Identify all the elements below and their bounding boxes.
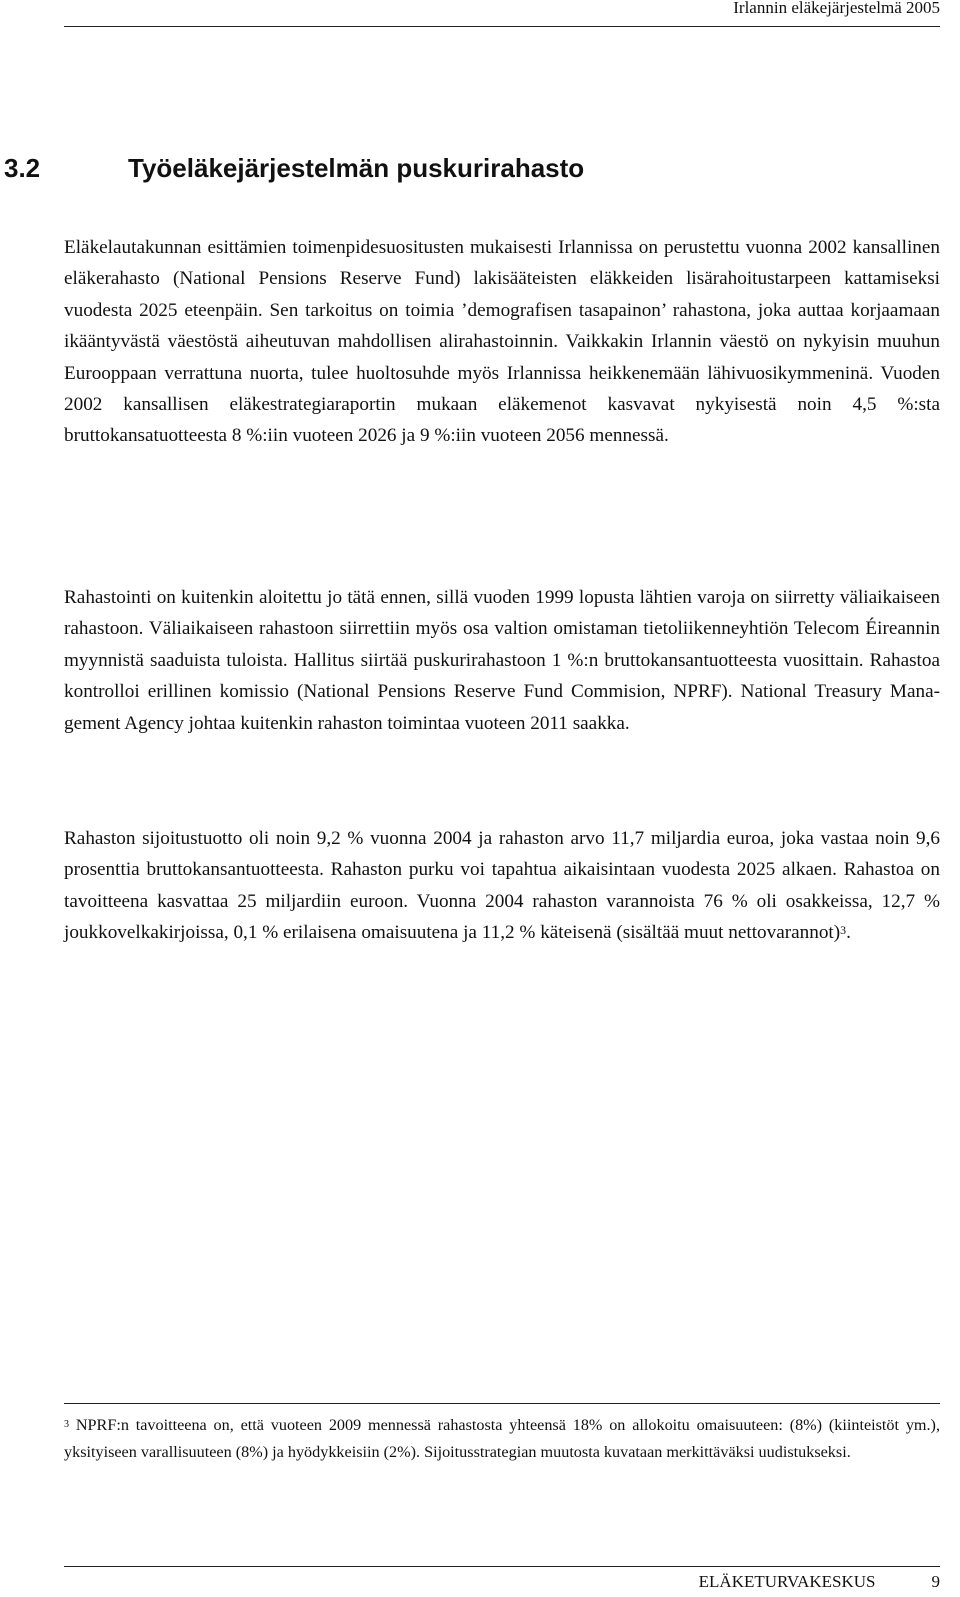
footer-organization: ELÄKETURVAKESKUS: [698, 1572, 876, 1591]
footnote-text: NPRF:n tavoitteena on, että vuoteen 2009 mennessä rahastosta yhteensä 18% on allokoitu omaisuuteen: (8%) (kiinteistöt ym.), yksityiseen varallisuuteen (8%) ja hyödykkeisiin (2%). Sijoitusstrategian muutosta kuvataan merkittäväksi uudistukseksi.: [64, 1416, 940, 1461]
paragraph-3-end: .: [846, 922, 851, 944]
footnote-reference: 3: [840, 923, 847, 938]
paragraph-2: Rahastointi on kuitenkin aloitettu jo tätä ennen, sillä vuoden 1999 lopusta lähtien varoja on siirretty väliaikaiseen rahastoon. Väliaikaiseen rahastoon siirrettiin myös osa valtion omistaman tietoliikenneyhtiön Telecom Éireannin myynnistä saaduista tuloista. Hallitus siirtää puskurirahastoon 1 %:n bruttokansantuotteesta vuosittain. Rahastoa kontrolloi erillinen komissio (National Pensions Reserve Fund Commision, NPRF). National Treasury Management Agency johtaa kuitenkin rahaston toimintaa vuoteen 2011 saakka.: [64, 587, 940, 734]
footnote: [64, 1412, 940, 1466]
footnote-marker: 3: [64, 1418, 70, 1430]
running-header: [64, 0, 940, 27]
paragraph-3: [64, 823, 940, 949]
page-number: 9: [931, 1572, 940, 1591]
running-header-title: Irlannin eläkejärjestelmä 2005: [733, 0, 940, 17]
running-footer: [64, 1566, 940, 1597]
section-heading: [4, 152, 584, 184]
footnote-divider: [64, 1403, 940, 1404]
section-title: Työeläkejärjestelmän puskurirahasto: [128, 153, 585, 183]
section-number: 3.2: [4, 153, 41, 183]
paragraph-3-text: Rahaston sijoitustuotto oli noin 9,2 % vuonna 2004 ja rahaston arvo 11,7 miljardia euroa, joka vastaa noin 9,6 prosenttia bruttokansantuotteesta. Rahaston purku voi tapahtua aikaisintaan vuodesta 2025 alkaen. Rahastoa on tavoitteena kasvattaa 25 miljardiin euroon. Vuonna 2004 rahaston varannoista 76 % oli osakkeissa, 12,7 % joukkovelkakirjoissa, 0,1 % erilaisena omaisuutena ja 11,2 % käteisenä (sisältää muut nettovarannot): [64, 828, 940, 944]
paragraph-1: Eläkelautakunnan esittämien toimenpidesuositusten mukaisesti Irlannissa on perustettu vuonna 2002 kansallinen eläkerahasto (National Pensions Reserve Fund) lakisääteisten eläkkeiden lisärahoitustarpeen kattamiseksi vuodesta 2025 eteenpäin. Sen tarkoitus on toimia ’demografisen tasapainon’ rahastona, joka auttaa korjaamaan ikääntyvästä väestöstä aiheutuvan mahdollisen alirahastoinnin. Vaikkakin Irlannin väestö on nykyisin muuhun Eurooppaan verrattuna nuorta, tulee huoltosuhde myös Irlannissa heikkenemään lähivuosikymmeninä. Vuoden 2002 kansallisen eläkestrategiaraportin mukaan eläkemenot kasvavat nykyisestä noin 4,5 %:sta bruttokansatuotteesta 8 %:iin vuoteen 2026 ja 9 %:iin vuoteen 2056 mennessä.: [64, 237, 940, 447]
